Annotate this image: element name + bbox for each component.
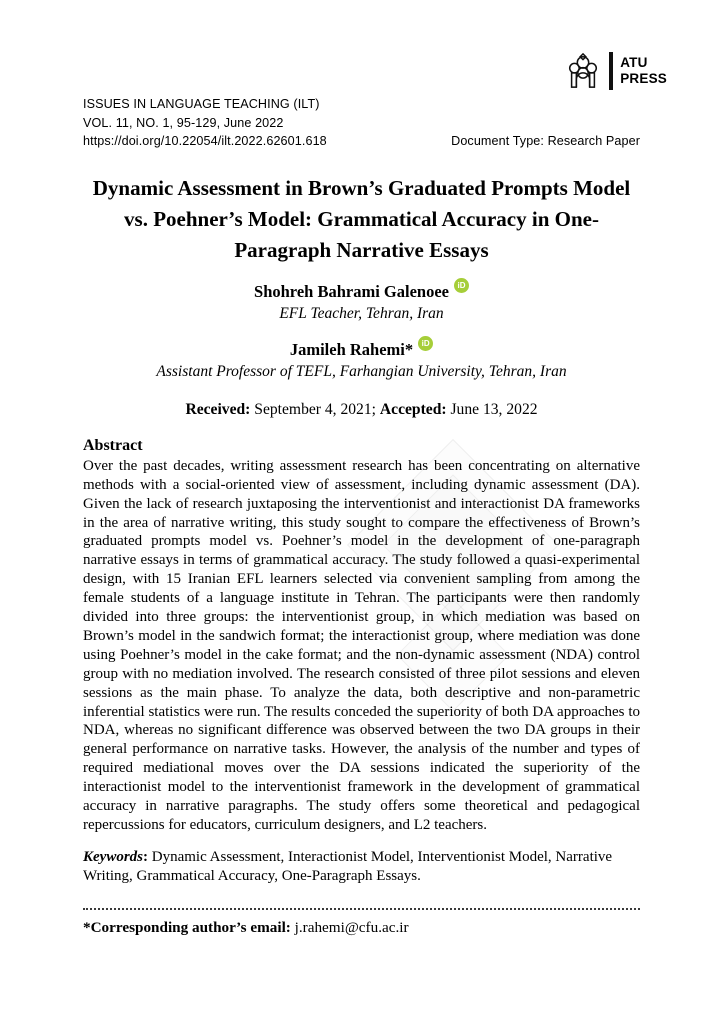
keywords-text: Dynamic Assessment, Interactionist Model, Interventionist Model, Narrative Writing, Grammatical Accuracy, One-Paragraph Essays. [83, 848, 613, 885]
footer-divider [83, 908, 640, 910]
dates-line [83, 399, 640, 420]
author-1-affiliation: EFL Teacher, Tehran, Iran [279, 304, 444, 322]
journal-issue: VOL. 11, NO. 1, 95-129, June 2022 [83, 115, 284, 130]
authors-section [83, 280, 640, 382]
journal-info [83, 95, 327, 151]
author-2-affiliation: Assistant Professor of TEFL, Farhangian University, Tehran, Iran [156, 362, 567, 380]
corresponding-email-label: *Corresponding author’s email: [83, 918, 291, 936]
atu-press-logo [564, 52, 667, 90]
received-value: September 4, 2021; [250, 400, 380, 418]
author-2-name [290, 338, 433, 361]
corresponding-email-line [83, 918, 640, 938]
journal-doi-link[interactable]: https://doi.org/10.22054/ilt.2022.62601.618 [83, 134, 327, 149]
journal-header [83, 95, 640, 151]
orcid-icon[interactable]: iD [418, 336, 433, 351]
accepted-value: June 13, 2022 [446, 400, 538, 418]
keywords-label: Keywords [83, 848, 143, 865]
keywords-line [83, 848, 640, 887]
document-type: Document Type: Research Paper [451, 134, 640, 149]
author-block-2 [83, 338, 640, 382]
accepted-label: Accepted: [379, 400, 447, 418]
atu-press-line1: ATU [620, 55, 648, 70]
author-1-name [254, 280, 469, 303]
author-block-1 [83, 280, 640, 324]
author-2-name-text: Jamileh Rahemi* [289, 339, 414, 359]
paper-title: Dynamic Assessment in Brown’s Graduated Prompts Model vs. Poehner’s Model: Grammatical Accuracy in One-Paragraph Narrative Essays [92, 175, 631, 262]
corresponding-email-value[interactable]: j.rahemi@cfu.ac.ir [290, 918, 409, 936]
logo-divider-bar [609, 52, 613, 90]
keywords-colon: : [143, 848, 152, 865]
abstract-heading: Abstract [83, 436, 143, 454]
author-1-name-text: Shohreh Bahrami Galenoee [254, 281, 449, 301]
orcid-icon[interactable]: iD [454, 278, 469, 293]
received-label: Received: [185, 400, 251, 418]
journal-name: ISSUES IN LANGUAGE TEACHING (ILT) [83, 97, 320, 111]
atu-press-line2: PRESS [620, 71, 667, 86]
atu-press-wordmark [620, 55, 667, 87]
abstract-text: Over the past decades, writing assessment research has been concentrating on alternative methods with a social-oriented view of assessment, including dynamic assessment (DA). Given the lack of research juxtaposing the interventionist and interactionist DA frameworks in the area of narrative writing, this study sought to compare the effectiveness of Brown’s graduated prompts model vs. Poehner’s model in the development of one-paragraph narrative essays in terms of grammatical accuracy. The study followed a quasi-experimental design, with 15 Iranian EFL learners selected via convenient sampling from among the female students of a language institute in Tehran. The participants were then randomly divided into three groups: the interventionist group, in which mediation was based on Brown’s model in the sandwich format; the interactionist group, where mediation was done using Poehner’s model in the cake format; and the non-dynamic assessment (NDA) control group with no mediation involved. The research consisted of three pilot sessions and eleven sessions as the main phase. To analyze the data, both descriptive and non-parametric inferential statistics were run. The results conceded the superiority of both DA approaches to NDA, whereas no significant difference was observed between the two DA groups in their general performance on narrative tasks. However, the analysis of the number and types of required mediational moves over the DA sessions indicated the superiority of the interactionist model to the interventionist framework in the development of grammatical accuracy in narrative paragraphs. The study offers some theoretical and pedagogical repercussions for educators, curriculum designers, and L2 teachers. [83, 457, 640, 833]
atu-emblem-icon [564, 52, 602, 90]
